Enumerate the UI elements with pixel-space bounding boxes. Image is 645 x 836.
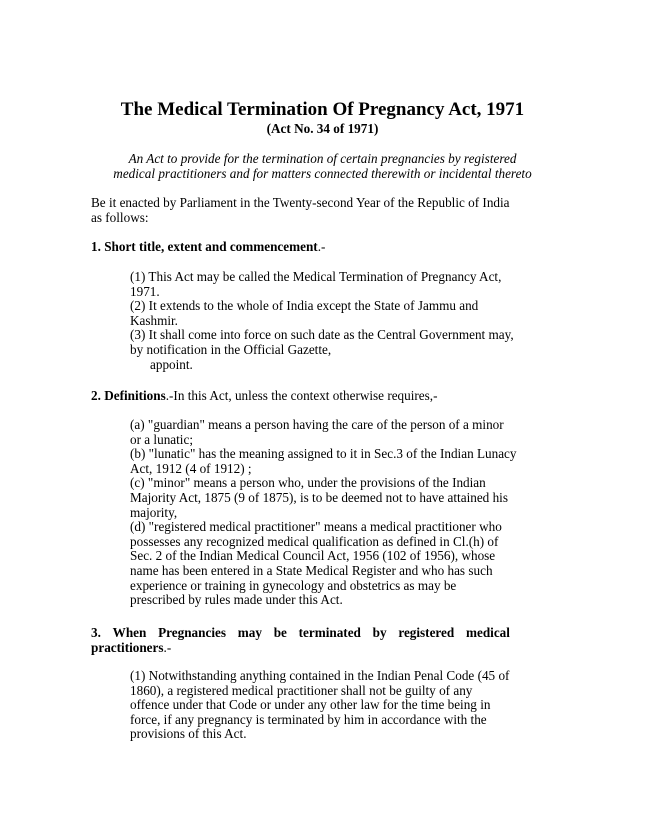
section-3-heading-suffix: .-: [163, 640, 172, 655]
section-3-heading-word: terminated: [298, 625, 361, 640]
section-3-heading-word: be: [273, 625, 287, 640]
enactment-clause: [91, 196, 521, 225]
section-1-line: 1971.: [130, 283, 160, 299]
section-3-heading-word: When: [112, 625, 147, 640]
section-3-heading-word: by: [372, 625, 387, 640]
section-3-line: (1) Notwithstanding anything contained in the Indian Penal Code (45 of: [130, 668, 510, 683]
section-3-heading-line2: [91, 640, 171, 655]
section-2-intro: .-In this Act, unless the context otherwise requires,-: [165, 388, 438, 403]
section-2-body: [130, 418, 530, 608]
enactment-line: Be it enacted by Parliament in the Twenty-second Year of the Republic of India: [91, 195, 510, 210]
section-3-heading-word: practitioners: [91, 640, 164, 655]
document-subtitle: (Act No. 34 of 1971): [266, 121, 379, 136]
preamble-line: medical practitioners and for matters connected therewith or incidental thereto: [113, 166, 532, 181]
section-2-line: (d) "registered medical practitioner" means a medical practitioner who: [130, 519, 502, 535]
section-2-line: Majority Act, 1875 (9 of 1875), is to be deemed not to have attained his: [130, 489, 508, 505]
preamble: [80, 151, 565, 181]
section-2-line: possesses any recognized medical qualification as defined in Cl.(h) of: [130, 533, 499, 549]
section-1-title: . Short title, extent and commencement: [97, 239, 318, 254]
section-1-line: (3) It shall come into force on such date as the Central Government may,: [130, 327, 514, 343]
section-1-line: by notification in the Official Gazette,: [130, 341, 332, 357]
section-2-title: 2. Definitions: [91, 388, 166, 403]
enactment-line: as follows:: [91, 209, 149, 225]
section-3-line: force, if any pregnancy is terminated by him in accordance with the: [130, 711, 487, 727]
section-3-line: offence under that Code or under any other law for the time being in: [130, 697, 491, 713]
section-1-line: (1) This Act may be called the Medical Termination of Pregnancy Act,: [130, 269, 502, 284]
section-2-line: Act, 1912 (4 of 1912) ;: [130, 460, 252, 476]
document-title: The Medical Termination Of Pregnancy Act, 1971: [120, 99, 525, 120]
section-3-heading-word: registered: [398, 625, 455, 640]
section-2-line: name has been entered in a State Medical Register and who has such: [130, 562, 493, 578]
section-1-body: [130, 270, 530, 372]
section-2-line: experience or training in gynecology and obstetrics as may be: [130, 577, 457, 593]
section-1-number: 1: [91, 239, 98, 254]
section-3-heading: [91, 625, 510, 640]
section-3-heading-word: 3.: [91, 625, 101, 640]
section-3-line: provisions of this Act.: [130, 726, 247, 742]
section-3-line: 1860), a registered medical practitioner shall not be guilty of any: [130, 682, 473, 698]
section-2-line: (a) "guardian" means a person having the care of the person of a minor: [130, 417, 504, 432]
section-3-body: [130, 669, 530, 742]
section-2-line: majority,: [130, 504, 178, 520]
section-3-heading-word: Pregnancies: [158, 625, 226, 640]
section-2-line: Sec. 2 of the Indian Medical Council Act, 1956 (102 of 1956), whose: [130, 548, 496, 564]
section-1-line-indented: appoint.: [150, 356, 193, 372]
section-2-line: prescribed by rules made under this Act.: [130, 592, 343, 608]
section-2-heading: [91, 388, 521, 403]
section-1-suffix: .-: [317, 239, 326, 254]
section-3-heading-word: medical: [465, 625, 510, 640]
section-2-line: or a lunatic;: [130, 431, 193, 447]
section-1-line: Kashmir.: [130, 312, 178, 328]
section-1-heading: [91, 239, 521, 254]
section-1-line: (2) It extends to the whole of India except the State of Jammu and: [130, 298, 479, 314]
section-2-line: (c) "minor" means a person who, under the provisions of the Indian: [130, 475, 486, 491]
section-2-line: (b) "lunatic" has the meaning assigned to it in Sec.3 of the Indian Lunacy: [130, 446, 517, 462]
preamble-line: An Act to provide for the termination of certain pregnancies by registered: [128, 151, 517, 166]
section-3-heading-word: may: [237, 625, 262, 640]
